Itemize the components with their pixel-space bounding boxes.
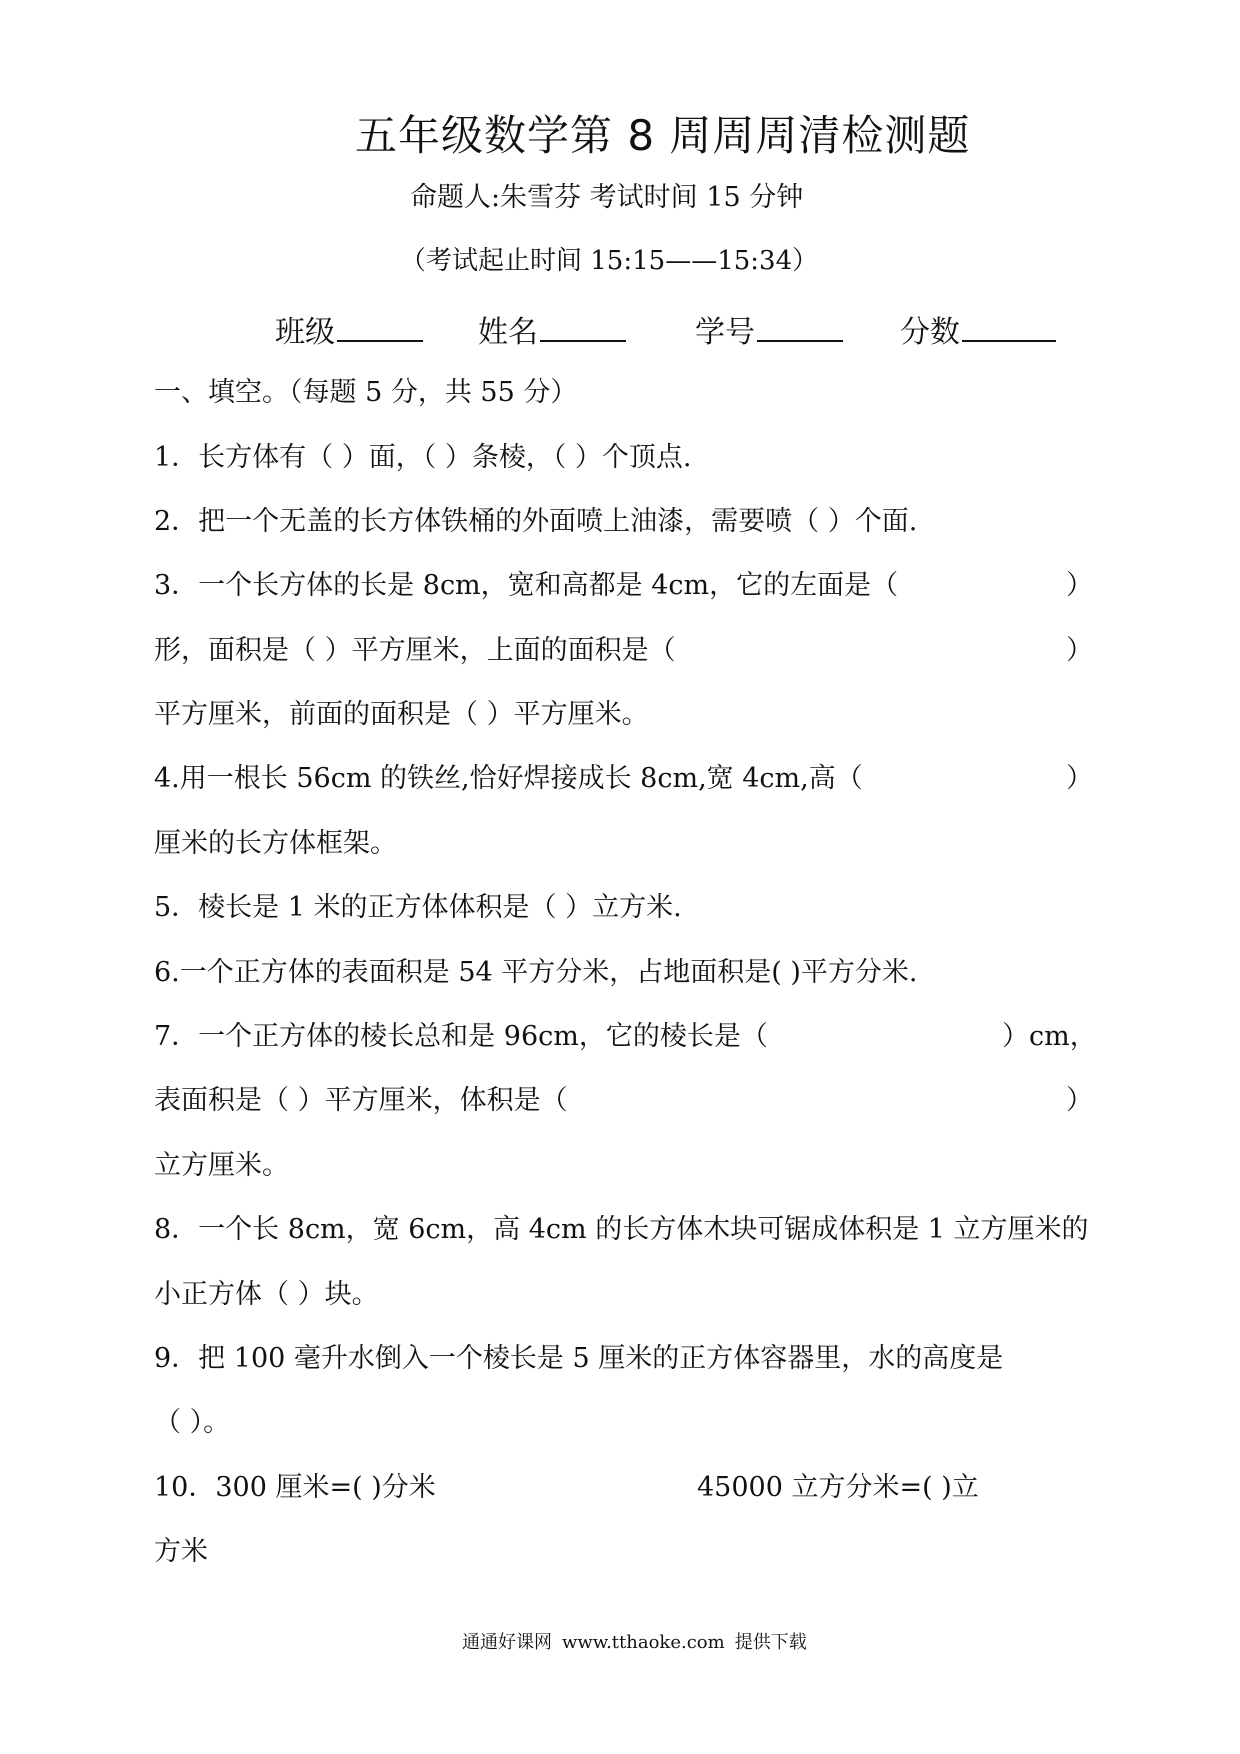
score-blank: [962, 334, 1056, 342]
question-4-line-1: 4.用一根长 56cm 的铁丝,恰好焊接成长 8cm,宽 4cm,高（: [154, 763, 863, 794]
question-9-line-1: 9．把 100 毫升水倒入一个棱长是 5 厘米的正方体容器里，水的高度是: [154, 1343, 1004, 1374]
section-header: 一、填空。（每题 5 分，共 55 分）: [154, 377, 578, 408]
exam-time-range: （考试起止时间 15:15——15:34）: [400, 246, 819, 276]
name-blank: [540, 334, 626, 342]
question-8-line-2: 小正方体（ ）块。: [154, 1279, 379, 1310]
question-9-line-2: （ ）。: [154, 1407, 231, 1438]
footer-action: 提供下载: [734, 1632, 807, 1653]
question-3-line-1-end: ）: [1066, 570, 1093, 601]
question-10-line-2: 方米: [154, 1536, 208, 1567]
question-2: 2．把一个无盖的长方体铁桶的外面喷上油漆，需要喷（ ）个面.: [154, 506, 918, 537]
score-field: [900, 307, 1056, 351]
question-3-line-1: 3．一个长方体的长是 8cm，宽和高都是 4cm，它的左面是（: [154, 570, 899, 601]
question-7-line-3: 立方厘米。: [154, 1150, 289, 1181]
question-1: 1．长方体有（ ）面，（ ）条棱，（ ）个顶点.: [154, 442, 692, 473]
question-6: 6.一个正方体的表面积是 54 平方分米，占地面积是( )平方分米.: [154, 957, 918, 988]
name-label: 姓名: [478, 315, 538, 350]
student-id-label: 学号: [695, 315, 755, 350]
question-3-line-3: 平方厘米，前面的面积是（ ）平方厘米。: [154, 699, 649, 730]
question-10-line-1-right: 45000 立方分米=( )立: [697, 1472, 979, 1503]
student-id-blank: [757, 334, 843, 342]
question-10-line-1-left: 10．300 厘米=( )分米: [154, 1472, 436, 1503]
name-field: [478, 307, 626, 351]
score-label: 分数: [900, 315, 960, 350]
question-7-line-1-end: ）cm，: [1002, 1021, 1097, 1052]
question-7-line-2-end: ）: [1066, 1085, 1093, 1116]
class-label: 班级: [275, 315, 335, 350]
question-7-line-2: 表面积是（ ）平方厘米，体积是（: [154, 1085, 568, 1116]
page-title: 五年级数学第 8 周周周清检测题: [355, 111, 971, 160]
question-3-line-2-end: ）: [1066, 635, 1093, 666]
question-4-line-1-end: ）: [1066, 763, 1093, 794]
footer: [462, 1628, 817, 1654]
author-and-duration: 命题人:朱雪芬 考试时间 15 分钟: [410, 182, 804, 213]
question-3-line-2: 形，面积是（ ）平方厘米，上面的面积是（: [154, 635, 676, 666]
question-7-line-1: 7．一个正方体的棱长总和是 96cm，它的棱长是（: [154, 1021, 768, 1052]
student-id-field: [695, 307, 843, 351]
footer-url[interactable]: www.tthaoke.com: [562, 1632, 725, 1653]
question-4-line-2: 厘米的长方体框架。: [154, 828, 397, 859]
question-8-line-1: 8．一个长 8cm，宽 6cm，高 4cm 的长方体木块可锯成体积是 1 立方厘米的: [154, 1214, 1089, 1245]
footer-site-name: 通通好课网: [462, 1632, 552, 1653]
class-blank: [337, 334, 423, 342]
question-5: 5．棱长是 1 米的正方体体积是（ ）立方米.: [154, 892, 682, 923]
class-field: [275, 307, 423, 351]
